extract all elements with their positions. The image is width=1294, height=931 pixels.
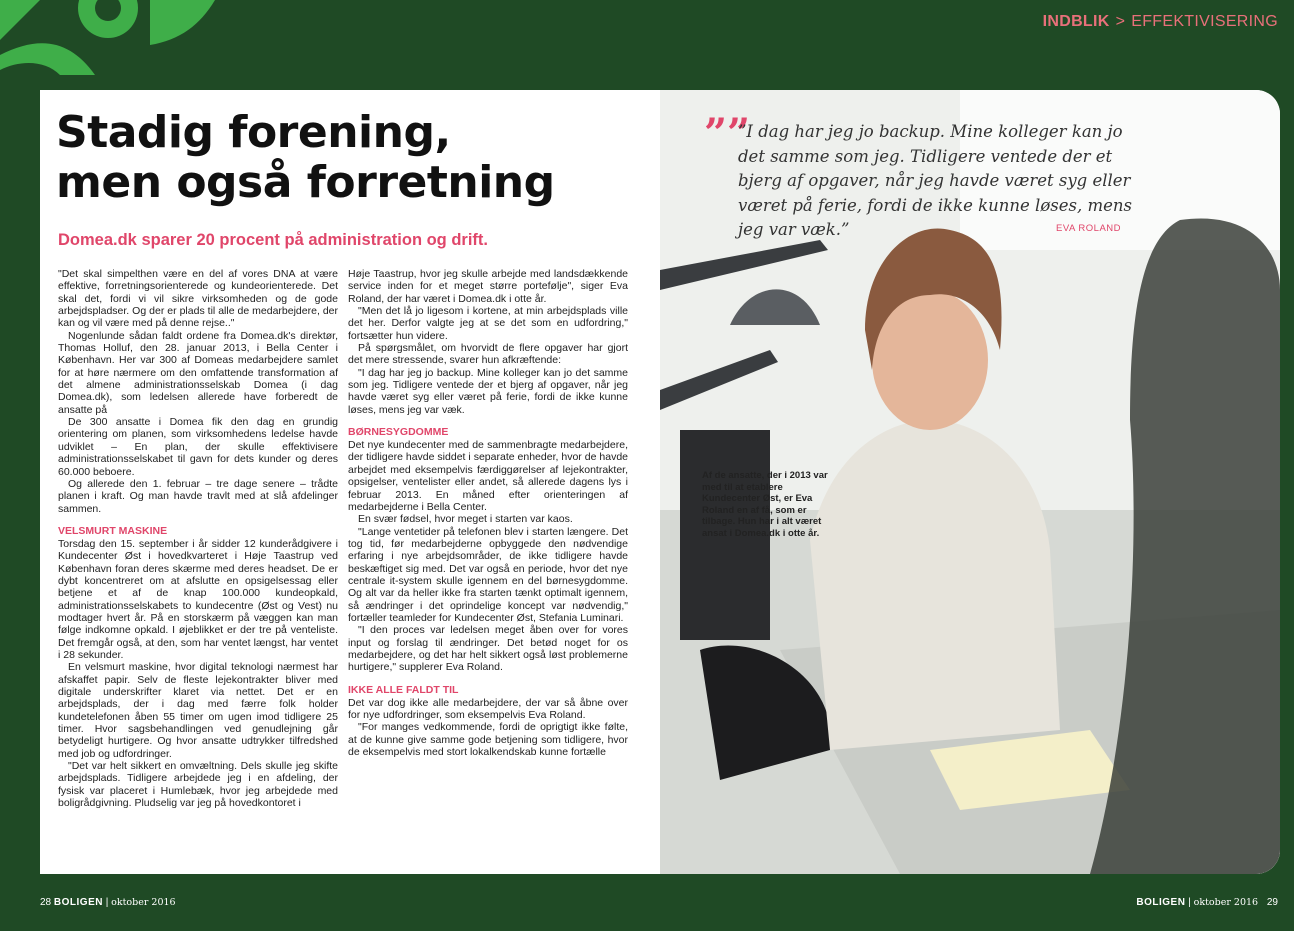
paragraph: Nogenlunde sådan faldt ordene fra Domea.dk's direktør, Thomas Holluf, den 28. januar 2013, i Bella Center i København. Her var 300 af Domeas medarbejdere samlet for at høre nærmere om den omfattende transformation af det almene administrationsselskab Domea (i dag Domea.dk), som ledelsen allerede have forberedt de ansatte på bbox=[58, 329, 338, 416]
headline-line-2: men også forretning bbox=[56, 157, 555, 208]
paragraph: Og allerede den 1. februar – tre dage senere – trådte planen i kraft. Og man havde travlt med at slå afdelinger sammen. bbox=[58, 477, 338, 515]
subheading-velsmurt-maskine: VELSMURT MASKINE bbox=[58, 524, 168, 537]
article-subtitle: Domea.dk sparer 20 procent på administration og drift. bbox=[58, 231, 489, 249]
paragraph: "I dag har jeg jo backup. Mine kolleger kan jo det samme som jeg. Tidligere ventede der et bjerg af opgaver, når jeg havde været syg eller været på ferie, fordi de ikke kunne løses, mens jeg var væk. bbox=[348, 366, 628, 416]
subheading-boernesygdomme: BØRNESYGDOMME bbox=[348, 426, 449, 439]
pullquote-text: ”I dag har jeg jo backup. Mine kolleger kan jo det samme som jeg. Tidligere ventede der et bjerg af opgaver, når jeg havde været syg eller været på ferie, fordi de ikke kunne løses, mens jeg var væk.” bbox=[738, 122, 1132, 239]
section-subcategory: EFFEKTIVISERING bbox=[1131, 13, 1278, 30]
paragraph: Det nye kundecenter med de sammenbragte medarbejdere, der tidligere havde siddet i separate enheder, hvor de havde arbejdet med eksempelvis færdiggørelser af lejekontrakter, opsigelser, ventelister eller andet, så allerede dagens lys i februar 2013. En måned efter orienteringen af medarbejderne i Bella Center. bbox=[348, 439, 628, 513]
pullquote-mark: ”” bbox=[704, 110, 751, 157]
paragraph: "Det skal simpelthen være en del af vores DNA at være effektive, forretningsorienterede og kundeorienterede. Det skal det, fordi vi vil sikre virksomheden og de gode arbejdspladser. Og der er plads til alle de medarbejdere, der kan og vil være med på denne rejse.." bbox=[58, 268, 338, 330]
subheading-ikke-alle-faldt-til: IKKE ALLE FALDT TIL bbox=[348, 683, 459, 696]
paragraph: Torsdag den 15. september i år sidder 12 kunderådgivere i Kundecenter Øst i hovedkvarteret i Høje Taastrup ved København foran deres skærme med deres headset. De er dybt koncentreret om at afslutte en opsigelsessag eller betjene et af de knap 100.000 kundeopkald, administrationsselskabets to kundecentre (Øst og Vest) nu modtager hvert år. På en storskærm på væggen kan man følge indkomne opkald. I øjeblikket er der tre på venteliste. Det fremgår også, at den, som har ventet længst, har ventet i 28 sekunder. bbox=[58, 537, 338, 661]
footer-divider-left: | bbox=[105, 897, 109, 908]
footer-right bbox=[1136, 897, 1278, 908]
article-photo bbox=[660, 90, 1280, 874]
paragraph: "Men det lå jo ligesom i kortene, at min arbejdsplads ville det her. Derfor valgte jeg at se det som en udfordring," fortsætter hun videre. bbox=[348, 305, 628, 342]
pullquote-author: EVA ROLAND bbox=[1056, 223, 1122, 234]
footer-date-left: oktober 2016 bbox=[111, 897, 176, 908]
paragraph: Det var dog ikke alle medarbejdere, der var så åbne over for nye udfordringer, som eksempelvis Eva Roland. bbox=[348, 696, 628, 721]
paragraph: En velsmurt maskine, hvor digital teknologi nærmest har afskaffet papir. Selv de fleste lejekontrakter bliver med digitale underskrifter klaret via nettet. Det er en arbejdsplads, der i dag med færre folk holder kundetelefonen åben 55 timer om ugen imod tidligere 25 timer. Hvor sagsbehandlingen ved genudlejning går betydeligt hurtigere. Og hvor ansatte udtrykker tilfredshed med job og udfordringer. bbox=[58, 661, 338, 760]
article-page bbox=[40, 90, 660, 874]
paragraph: "For manges vedkommende, fordi de oprigtigt ikke følte, at de kunne give samme gode betjening som tidligere, hvor de eksempelvis med stort lokalkendskab kunne fortælle bbox=[348, 721, 628, 759]
paragraph: "I den proces var ledelsen meget åben over for vores input og forslag til ændringer. Det betød noget for os medarbejdere, og det har helt sikkert også løst problemerne hurtigere," supplerer Eva Roland. bbox=[348, 624, 628, 674]
paragraph: "Lange ventetider på telefonen blev i starten længere. Det tog tid, før medarbejderne opbyggede den nødvendige erfaring i nye arbejdsområder, de ikke tidligere havde beskæftiget sig med. Det var også en periode, hvor det nye centrale it-system skulle igennem en del børnesygdomme. Og alt var da heller ikke fra starten tænkt optimalt igennem, så ændringer i det oprindelige koncept var nødvendig," fortæller teamleder for Kundecenter Øst, Stefania Luminari. bbox=[348, 525, 628, 624]
section-category: INDBLIK bbox=[1042, 13, 1110, 30]
footer-date-right: oktober 2016 bbox=[1193, 897, 1259, 908]
page-number-right: 29 bbox=[1266, 897, 1278, 908]
photo-caption: Af de ansatte, der i 2013 var med til at etablere Kundecenter Øst, er Eva Roland en af få, som er tilbage. Hun har i alt været ansat i Domea.dk i otte år. bbox=[702, 470, 828, 539]
breadcrumb-separator: > bbox=[1115, 13, 1126, 30]
footer-brand-left: BOLIGEN bbox=[53, 897, 103, 908]
paragraph: En svær fødsel, hvor meget i starten var kaos. bbox=[358, 513, 573, 526]
section-breadcrumb bbox=[1043, 13, 1278, 31]
article-column-2 bbox=[348, 268, 628, 758]
article-column-1 bbox=[58, 268, 338, 809]
article-headline bbox=[56, 108, 646, 208]
footer-left bbox=[40, 897, 176, 908]
page-number-left: 28 bbox=[40, 897, 52, 908]
magazine-logo-graphic bbox=[0, 0, 220, 75]
paragraph: Høje Taastrup, hvor jeg skulle arbejde med landsdækkende service inden for et meget større portefølje", siger Eva Roland, der har været i Domea.dk i otte år. bbox=[348, 268, 628, 305]
paragraph: På spørgsmålet, om hvorvidt de flere opgaver har gjort det mere stressende, svarer hun afkræftende: bbox=[348, 342, 628, 367]
headline-line-1: Stadig forening, bbox=[56, 107, 451, 158]
footer-brand-right: BOLIGEN bbox=[1136, 897, 1186, 908]
paragraph: De 300 ansatte i Domea fik den dag en grundig orientering om planen, som virksomhedens ledelse havde udviklet – En plan, der skulle effektivisere administrationsselskabet til gavn for dets kunder og deres 60.000 beboere. bbox=[58, 416, 338, 478]
paragraph: "Det var helt sikkert en omvæltning. Dels skulle jeg skifte arbejdsplads. Tidligere arbejdede jeg i en afdeling, der fysisk var placeret i Humlebæk, hvor jeg arbejdede med boligrådgivning. Pludselig var jeg på hovedkontoret i bbox=[58, 760, 338, 810]
footer-divider-right: | bbox=[1188, 897, 1191, 908]
